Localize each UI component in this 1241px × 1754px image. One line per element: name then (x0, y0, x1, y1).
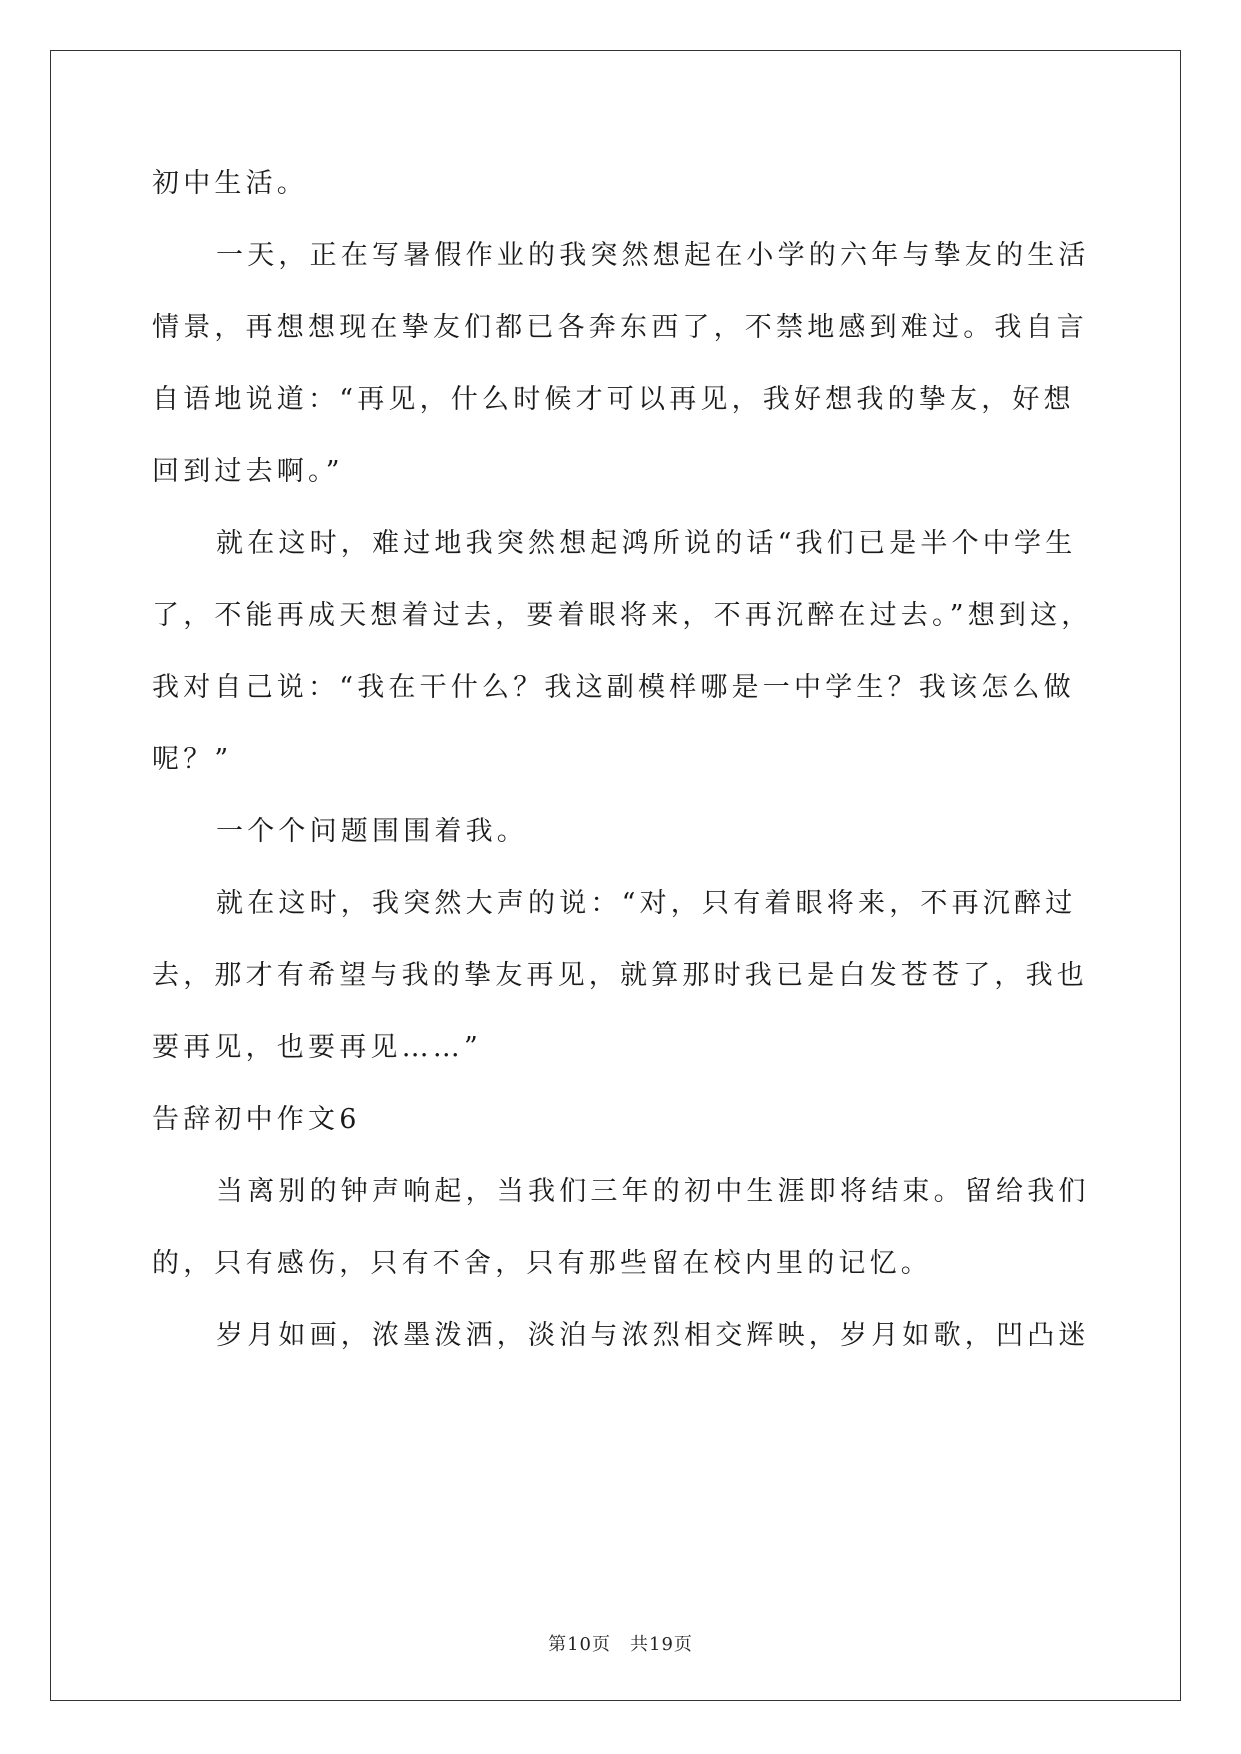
text-line: 初中生活。 (152, 168, 308, 199)
text-line: 要再见，也要再见……” (152, 1032, 483, 1063)
section-heading: 告辞初中作文6 (152, 1104, 361, 1135)
text-line: 情景，再想想现在挚友们都已各奔东西了，不禁地感到难过。我自言 (152, 312, 1088, 343)
text-line: 回到过去啊。” (152, 456, 344, 487)
text-line: 我对自己说：“我在干什么？我这副模样哪是一中学生？我该怎么做 (152, 672, 1075, 703)
text-line: 自语地说道：“再见，什么时候才可以再见，我好想我的挚友，好想 (152, 384, 1075, 415)
text-line: 就在这时，我突然大声的说：“对，只有着眼将来，不再沉醉过 (216, 888, 1077, 919)
page-number-footer: 第10页 共19页 (548, 1634, 693, 1655)
text-line: 一天，正在写暑假作业的我突然想起在小学的六年与挚友的生活 (216, 240, 1090, 271)
text-line: 去，那才有希望与我的挚友再见，就算那时我已是白发苍苍了，我也 (152, 960, 1088, 991)
text-line: 的，只有感伤，只有不舍，只有那些留在校内里的记忆。 (152, 1248, 932, 1279)
text-line: 就在这时，难过地我突然想起鸿所说的话“我们已是半个中学生 (216, 528, 1077, 559)
text-line: 呢？” (152, 744, 233, 775)
text-line: 当离别的钟声响起，当我们三年的初中生涯即将结束。留给我们 (216, 1176, 1090, 1207)
text-line: 岁月如画，浓墨泼洒，淡泊与浓烈相交辉映，岁月如歌，凹凸迷 (216, 1320, 1090, 1351)
text-line: 了，不能再成天想着过去，要着眼将来，不再沉醉在过去。”想到这， (152, 600, 1093, 631)
page-border (50, 50, 1181, 1701)
text-line: 一个个问题围围着我。 (216, 816, 528, 847)
